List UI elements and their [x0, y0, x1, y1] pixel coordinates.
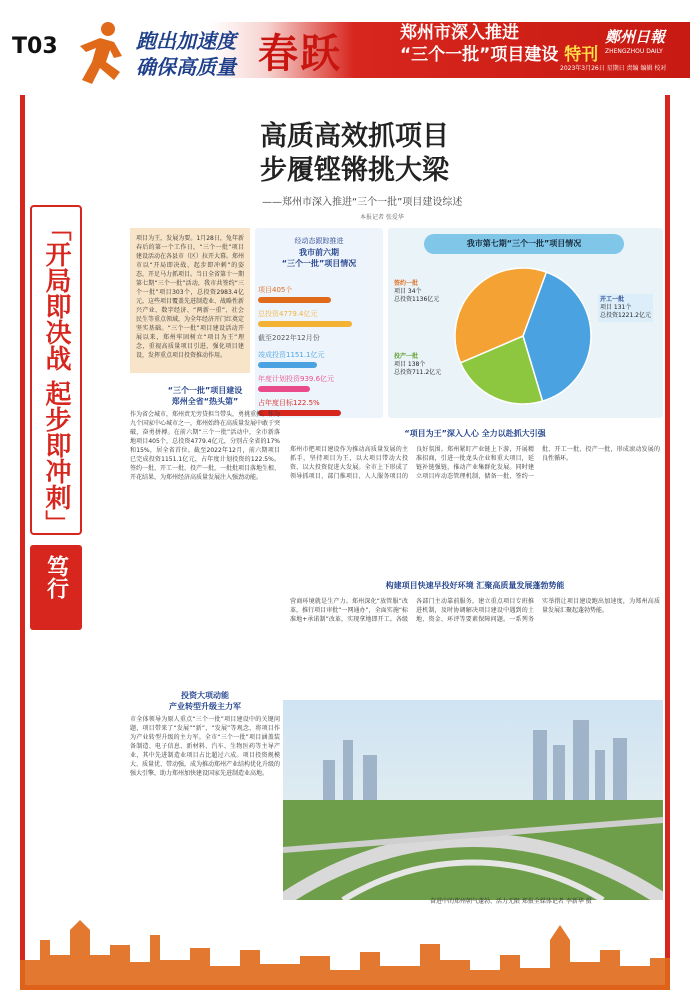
main-title [260, 120, 449, 188]
section-title-line-2: “三个一批”项目建设 [400, 45, 559, 65]
section-title [400, 22, 598, 66]
slogan-line-2: 确保高质量 [136, 55, 236, 79]
lead-text: 项目为王，发展为要。1月28日，兔年新春后的第一个工作日，“三个一批”项目建设活动在各县市（区）拉开大幕。郑州市以“开局即决战、起步即冲刺”的姿态，开足马力抓项目。当日全省第十一期第七期“三个一批”活动，我市共签约“三个一批”项目303个，总投资2983.4亿元。这些项目覆盖先进制造业、战略性新兴产业、数字经济、“两新一重”、社会民生等重点领域，为全年经济开门红奠定坚实基础。“三个一批”项目建设活动开展以来，郑州牢固树立“项目为王”理念，重视高质量项目引进，强化项目建设，发挥重点项目投资推动作用。 [136, 235, 244, 359]
section-1-title: “三个一批”项目建设 郑州全省“热头第” [167, 386, 243, 406]
section-1-text: 作为省会城市，郑州责无旁贷担当带头，勇挑重担。作为九个国家中心城市之一，郑州始终在高质量发展中敢于突破，奋勇拼搏。在前六期“三个一批”活动中，全市新落地项目405个，总投资4779.4亿元，分别占全省的17%和15%，居全省首位。截至2022年12月，前六期项目已完成投资1151.1亿元，占年度计划投资的122.5%。签约一批、开工一批、投产一批，一批批项目落地生根、开花结果，为郑州经济高质量发展注入强劲动能。 [130, 411, 280, 481]
section-3-text: 郑州市把项目建设作为推动高质量发展的主抓手，坚持项目为王，以大项目带动大投资、以大投资促进大发展。全市上下形成了领导抓项目、部门推项目、人人服务项目的良好氛围。郑州紧盯产业链上下游，开展精准招商，引进一批龙头企业和重大项目，延链补链强链，推动产业集群化发展。同时建立项目库动态管理机制，储备一批、签约一批、开工一批、投产一批，形成滚动发展的良性循环。 [290, 446, 660, 480]
section-3-title: “项目为王”深入人心 全力以赴抓大引强 [404, 429, 546, 438]
stat-label: 项目405个 [258, 286, 293, 294]
photo-caption: 奋进中的郑州朝气蓬勃、活力无限 郑报全媒体记者 李新华 摄 [430, 898, 592, 905]
page-number: T03 [12, 34, 58, 59]
section-2-text: 市全体领导为原人重点“三个一批”项目建设中的关键问题，项目带来了“发展”“新”，“发展”等观念，将项目作为产业转型升级的主力军。全市“三个一批”项目涵盖装备制造、电子信息、新材料、汽车、生物医药等主导产业，其中先进制造业项目占比超过六成。项目投资规模大、质量优、带动强，成为推动郑州产业结构优化升级的强大引擎，助力郑州加快建设国家先进制造业高地。 [130, 716, 280, 777]
stat-label: 竣成投资1151.1亿元 [258, 351, 325, 359]
pie-label-start: 开工一批 项目 131个 总投资1221.2亿元 [598, 294, 653, 322]
stat-label: 占年度目标122.5% [258, 399, 320, 407]
section-4-title: 构建项目快速早投好环境 汇聚高质量发展蓬勃势能 [385, 581, 565, 590]
special-label: 特刊 [564, 45, 599, 65]
stats-panel-title: 经动态跟踪推进 我市前六期 “三个一批”项目情况 [281, 237, 357, 268]
pie-panel [388, 228, 663, 418]
pie-label-sign: 签约一批 项目 34个 总投资1136亿元 [394, 280, 440, 303]
main-title-line-2: 步履铿锵挑大梁 [260, 155, 449, 186]
stat-row [255, 309, 383, 327]
section-title-line-1: 郑州市深入推进 [400, 23, 519, 43]
pie-label-produce: 投产一批 项目 138个 总投资711.2亿元 [394, 353, 442, 376]
headline-word: 春跃 [258, 30, 342, 77]
pie-title: 我市第七期“三个一批”项目情况 [424, 234, 624, 254]
byline: 本报记者 张爱华 [360, 214, 404, 221]
issue-date: 2023年3月26日 星期日 责编 编辑 校对 [560, 65, 667, 72]
pie-chart [438, 258, 608, 413]
city-photo [283, 700, 663, 900]
stat-label: 年度计划投资939.6亿元 [258, 375, 335, 383]
stat-label: 截至2022年12月份 [258, 334, 320, 342]
section-4-text: 营商环境就是生产力。郑州深化“放管服”改革，推行项目审批“一网通办”，全面实施“标准地+承诺制”改革，实现拿地即开工。各级各部门主动靠前服务，建立重点项目专班推进机制，及时协调解决项目建设中遇到的土地、资金、环评等要素保障问题。一系列务实举措让项目建设跑出加速度，为郑州高质量发展汇聚起蓬勃势能。 [290, 598, 660, 623]
skyline-decoration [20, 900, 670, 990]
stat-bar [258, 297, 331, 303]
slogan [136, 28, 236, 80]
slogan-line-1: 跑出加速度 [136, 29, 236, 53]
main-title-line-1: 高质高效抓项目 [260, 121, 449, 152]
lead-box [130, 228, 250, 373]
section-2-title: 投资大项动能 产业转型升级主力军 [169, 691, 241, 711]
stat-bar [258, 321, 352, 327]
stat-row [255, 285, 383, 303]
stat-bar [258, 362, 317, 368]
main-subtitle: ——郑州市深入推进“三个一批”项目建设综述 [262, 197, 463, 208]
stat-label: 总投资4779.4亿元 [258, 310, 318, 318]
stat-row [255, 350, 383, 368]
stat-row [255, 333, 383, 344]
vertical-title: 「开局即决战 起步即冲刺」 [30, 205, 82, 535]
column-badge: 笃行 [30, 545, 82, 630]
newspaper-logo: 鄭州日報 [605, 28, 666, 46]
newspaper-logo-en: ZHENGZHOU DAILY [605, 48, 663, 55]
runner-icon [70, 20, 132, 90]
